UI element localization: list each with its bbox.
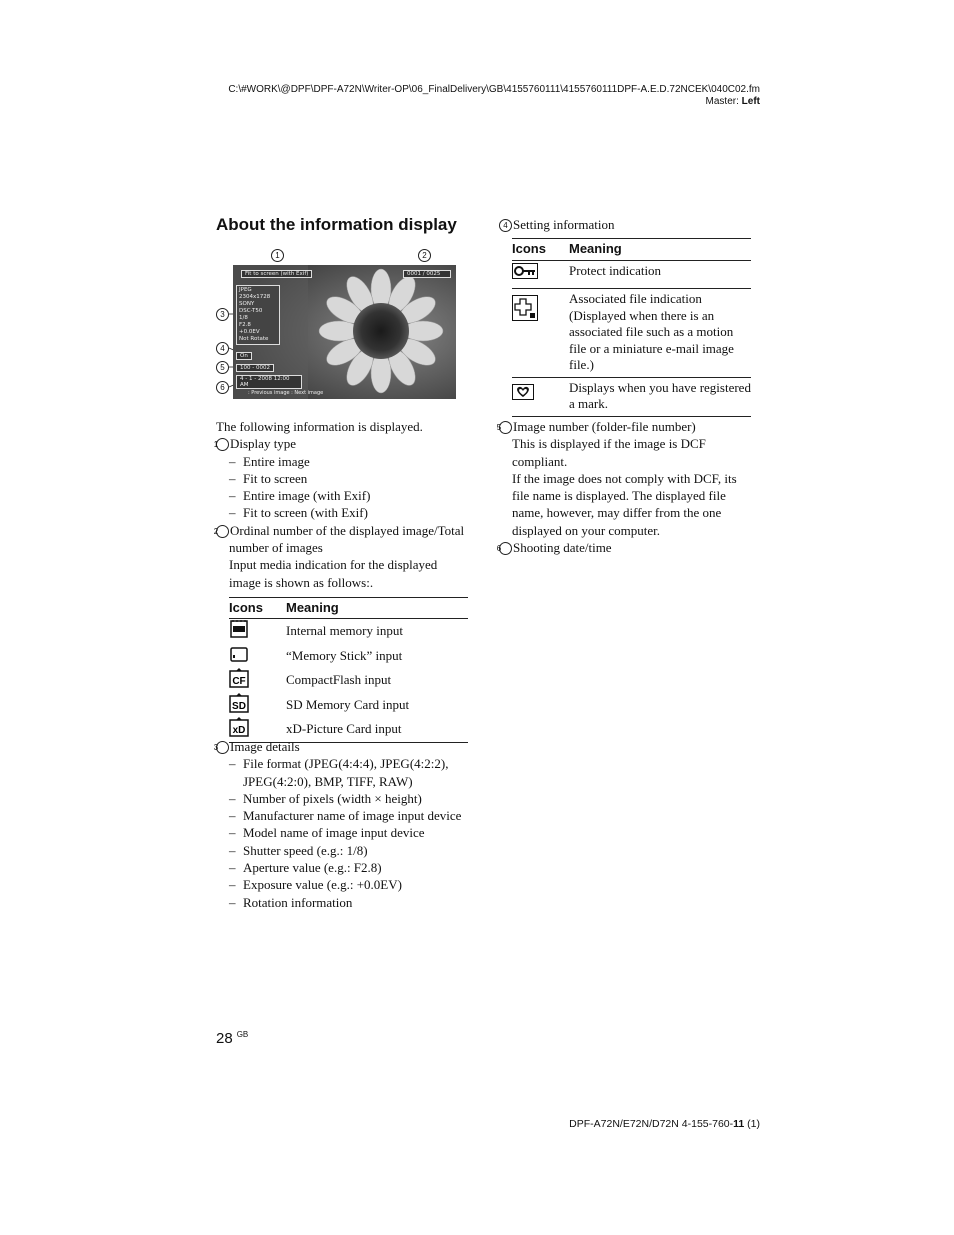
item-3 [213, 738, 468, 755]
detail-line: +0.0EV [239, 329, 260, 335]
compactflash-icon [229, 668, 249, 688]
model-code [569, 1118, 760, 1130]
item-number: 5 [499, 421, 512, 434]
item-1 [213, 435, 468, 452]
item-desc-cont: image is shown as follows:. [229, 574, 374, 590]
item-4 [499, 216, 614, 233]
item-number: 6 [499, 542, 512, 555]
associated-file-icon [512, 295, 538, 321]
item-title: Image details [230, 739, 300, 754]
item-5 [496, 418, 751, 435]
callout-5: 5 [216, 361, 229, 374]
screen-counter: 0001 / 0025 [403, 270, 451, 278]
list-item: – Rotation information [229, 894, 468, 911]
table-row [229, 619, 468, 644]
item-number: 2 [216, 525, 229, 538]
screen-datetime: 4 - 1 - 2008 12:00 AM [236, 375, 302, 389]
item-title: Display type [230, 436, 297, 452]
list-item: – Entire image [229, 453, 468, 470]
col-header-icons: Icons [512, 239, 569, 261]
item-desc: This is displayed if the image is DCF compliant. [512, 436, 706, 469]
item-title: Shooting date/time [513, 540, 612, 556]
screen-display-type: Fit to screen (with Exif) [241, 270, 312, 278]
intro-text: The following information is displayed. [216, 419, 423, 434]
item-2-desc [229, 556, 468, 591]
master-value: Left [741, 96, 760, 107]
section-title: About the information display [216, 215, 457, 234]
meaning-cell: Protect indication [569, 261, 751, 289]
region-code: GB [236, 1030, 249, 1039]
detail-line: Not Rotate [239, 336, 269, 342]
item-title: Image number (folder-file number) [513, 419, 696, 434]
col-header-icons: Icons [229, 598, 286, 619]
meaning-cell: Internal memory input [286, 623, 403, 638]
item-2 [213, 522, 468, 557]
list-item: – Aperture value (e.g.: F2.8) [229, 859, 468, 876]
callout-3: 3 [216, 308, 229, 321]
meaning-cell: Displays when you have registered a mark. [569, 379, 751, 411]
page-number [216, 1030, 248, 1047]
item-desc-2: If the image does not comply with DCF, its file name is displayed. The displayed file name, however, may differ from the one displayed on your computer. [512, 470, 737, 538]
item-desc: Input media indication for the displayed [229, 557, 438, 573]
detail-line: JPEG [239, 287, 252, 293]
detail-line: 1/8 [239, 315, 248, 321]
detail-line: SONY [239, 301, 255, 307]
table-row [229, 693, 468, 718]
item-number: 4 [499, 219, 512, 232]
file-path: C:\#WORK\@DPF\DPF-A72N\Writer-OP\06_FinalDelivery\GB\4155760111\4155760111DPF-A.E.D.72NCEK\040C02.fm [228, 84, 760, 95]
callout-1: 1 [271, 249, 284, 262]
list-item: – Exposure value (e.g.: +0.0EV) [229, 876, 468, 893]
meaning-cell: xD-Picture Card input [286, 721, 402, 736]
master-label-text: Master: [705, 96, 739, 107]
list-item: – Manufacturer name of image input device [229, 807, 468, 824]
screen-illustration [233, 265, 456, 399]
list-item: – Fit to screen (with Exif) [229, 504, 468, 521]
heart-mark-icon [512, 384, 534, 400]
detail-line: 2304x1728 [239, 294, 271, 300]
col-header-meaning: Meaning [286, 598, 468, 619]
media-icons-table [229, 597, 468, 743]
list-item: – Number of pixels (width × height) [229, 790, 468, 807]
internal-memory-icon [229, 619, 249, 639]
table-row [512, 377, 751, 416]
list-item: – Shutter speed (e.g.: 1/8) [229, 842, 468, 859]
meaning-cell: SD Memory Card input [286, 696, 410, 712]
table-row [512, 289, 751, 378]
screen-image-number: 100 - 0002 [236, 364, 274, 372]
detail-line: F2.8 [239, 322, 251, 328]
svg-text:CF: CF [232, 676, 246, 687]
callout-4: 4 [216, 342, 229, 355]
col-header-meaning: Meaning [569, 239, 751, 261]
memory-stick-icon [229, 644, 249, 664]
item-number: 3 [216, 741, 229, 754]
setting-icons-table [512, 238, 751, 417]
list-item: – Model name of image input device [229, 824, 468, 841]
screen-setting: On [236, 352, 252, 360]
page-number-value: 28 [216, 1030, 233, 1047]
list-item: – Fit to screen [229, 470, 468, 487]
xd-card-icon [229, 717, 249, 737]
list-item: – Entire image (with Exif) [229, 487, 468, 504]
master-label [706, 96, 760, 107]
right-column-items [496, 418, 751, 556]
meaning-cell: CompactFlash input [286, 672, 392, 687]
item-title: Ordinal number of the displayed image/Total [230, 522, 465, 538]
image-details-section [213, 738, 468, 911]
meaning-cell: “Memory Stick” input [286, 647, 403, 663]
item-number: 1 [216, 438, 229, 451]
left-column [213, 418, 468, 591]
callout-2: 2 [418, 249, 431, 262]
table-row [512, 261, 751, 289]
callout-6: 6 [216, 381, 229, 394]
detail-line: DSC-T50 [239, 308, 263, 314]
item-6 [496, 539, 751, 556]
table-row [229, 668, 468, 693]
model-suffix: (1) [744, 1118, 760, 1130]
item-title-cont: number of images [229, 540, 323, 556]
protect-key-icon [512, 263, 538, 279]
model-prefix: DPF-A72N/E72N/D72N 4-155-760- [569, 1118, 734, 1130]
meaning-cell: Associated file indication (Displayed when there is an associated file such as a motion file or a miniature e-mail image file.) [569, 289, 751, 378]
table-row [229, 644, 468, 669]
screen-details [236, 285, 280, 345]
screen-nav-hint: : Previous image : Next image [248, 390, 324, 396]
model-bold: 11 [733, 1118, 745, 1130]
list-item: – File format (JPEG(4:4:4), JPEG(4:2:2), JPEG(4:2:0), BMP, TIFF, RAW) [229, 755, 468, 790]
sd-card-icon [229, 693, 249, 713]
svg-text:SD: SD [232, 700, 246, 712]
svg-text:xD: xD [232, 725, 246, 736]
item-title: Setting information [513, 217, 615, 232]
